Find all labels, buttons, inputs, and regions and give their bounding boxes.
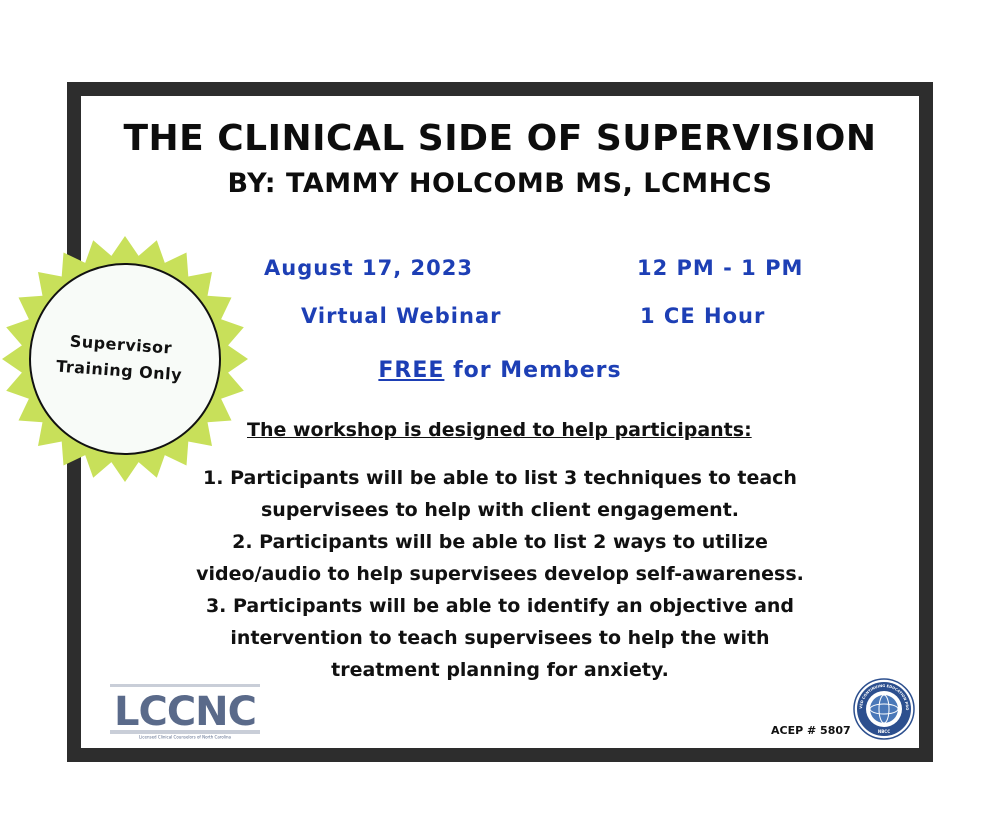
seal-arc-text: VED CONTINUING EDUCATION PRO	[858, 683, 910, 711]
workshop-heading: The workshop is designed to help participants:	[247, 419, 752, 441]
presenter-line: BY: TAMMY HOLCOMB MS, LCMHCS	[227, 168, 773, 199]
objective-line: 1. Participants will be able to list 3 techniques to teach	[203, 467, 797, 489]
acep-number: ACEP # 5807	[771, 724, 851, 737]
seal-bottom-text: NBCC	[877, 729, 891, 734]
members-label: for Members	[444, 358, 622, 383]
objective-line: 2. Participants will be able to list 2 ways to utilize	[232, 531, 768, 553]
objective-line: supervisees to help with client engagement.	[260, 499, 739, 521]
event-time: 12 PM - 1 PM	[637, 256, 804, 280]
objective-line: intervention to teach supervisees to help the with	[230, 627, 770, 649]
page-title: THE CLINICAL SIDE OF SUPERVISION	[123, 118, 877, 159]
objectives-list	[180, 462, 820, 686]
badge-line-2: Training Only	[55, 356, 183, 385]
objective-line: 3. Participants will be able to identify an objective and	[205, 595, 795, 617]
event-date: August 17, 2023	[264, 256, 473, 280]
badge-line-1: Supervisor	[69, 331, 173, 358]
lccnc-logo	[110, 684, 260, 740]
free-label: FREE	[378, 358, 445, 383]
objective-line: treatment planning for anxiety.	[331, 659, 669, 681]
logo-tagline: Licensed Clinical Counselors of North Carolina	[138, 734, 232, 740]
event-credits: 1 CE Hour	[640, 304, 766, 328]
nbcc-seal-icon	[853, 678, 915, 740]
objective-line: video/audio to help supervisees develop self-awareness.	[196, 563, 804, 585]
logo-wordmark: LCCNC	[113, 689, 257, 735]
event-format: Virtual Webinar	[301, 304, 502, 328]
